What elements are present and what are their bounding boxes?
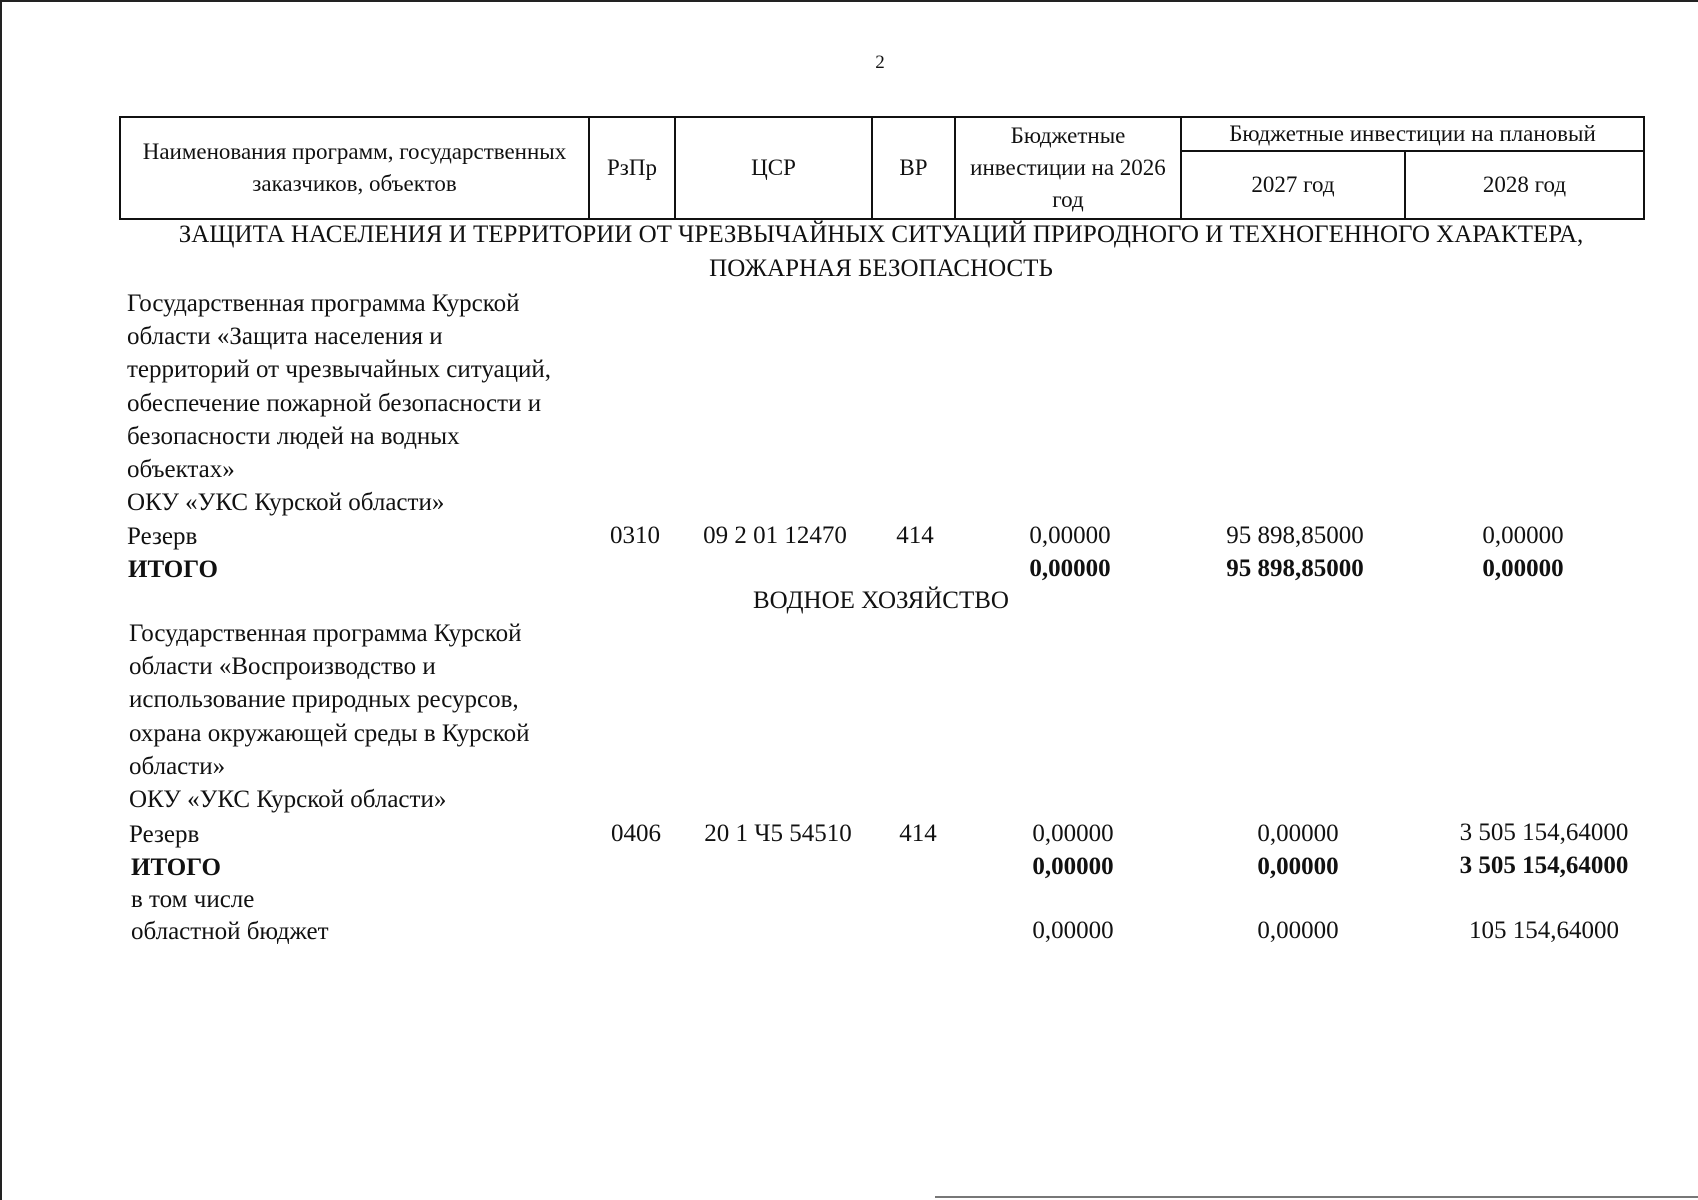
customer-name: ОКУ «УКС Курской области» bbox=[129, 786, 447, 814]
program-line: территорий от чрезвычайных ситуаций, bbox=[127, 356, 551, 384]
section1-total-2028: 0,00000 bbox=[1482, 555, 1564, 582]
page-border-left bbox=[0, 0, 2, 1200]
table-header bbox=[119, 116, 1645, 220]
section2-row-2028: 3 505 154,64000 bbox=[1459, 819, 1629, 846]
page-border-bottom bbox=[935, 1196, 1698, 1198]
program-line: области «Воспроизводство и bbox=[129, 653, 436, 681]
section2-row-name: Резерв bbox=[129, 821, 200, 848]
section2-regional-2026: 0,00000 bbox=[1032, 917, 1114, 944]
section1-row-2026: 0,00000 bbox=[1029, 522, 1111, 549]
section2-row-2027: 0,00000 bbox=[1257, 820, 1339, 847]
page-border-top bbox=[0, 0, 1698, 2]
section1-total-2027: 95 898,85000 bbox=[1226, 555, 1364, 582]
program-line: Государственная программа Курской bbox=[129, 620, 522, 647]
section2-row-rzpr: 0406 bbox=[611, 820, 661, 847]
section2-regional-label: областной бюджет bbox=[131, 918, 329, 945]
section2-regional-2028: 105 154,64000 bbox=[1469, 917, 1619, 944]
section2-row-csr: 20 1 Ч5 54510 bbox=[704, 820, 852, 847]
col-header-plan: Бюджетные инвестиции на плановый bbox=[1181, 117, 1644, 151]
section2-title: ВОДНОЕ ХОЗЯЙСТВО bbox=[753, 587, 1009, 614]
section2-program bbox=[129, 617, 599, 816]
page-number: 2 bbox=[875, 52, 885, 73]
col-header-2027: 2027 год bbox=[1181, 151, 1405, 219]
col-header-name: Наименования программ, государственных заказчиков, объектов bbox=[120, 117, 589, 219]
program-line: безопасности людей на водных bbox=[127, 422, 460, 450]
section1-row-name: Резерв bbox=[127, 523, 198, 550]
col-header-2026: Бюджетные инвестиции на 2026 год bbox=[955, 117, 1181, 219]
program-line: охрана окружающей среды в Курской bbox=[129, 719, 530, 747]
section2-row-vr: 414 bbox=[899, 820, 937, 847]
section1-row-vr: 414 bbox=[896, 522, 934, 549]
section2-total-label: ИТОГО bbox=[131, 854, 221, 881]
section2-including-label: в том числе bbox=[131, 886, 255, 913]
program-line: Государственная программа Курской bbox=[127, 290, 520, 317]
col-header-vr: ВР bbox=[872, 117, 955, 219]
section1-row-2027: 95 898,85000 bbox=[1226, 522, 1364, 549]
section1-row-2028: 0,00000 bbox=[1482, 522, 1564, 549]
col-header-rzpr: РзПр bbox=[589, 117, 675, 219]
section1-total-label: ИТОГО bbox=[128, 556, 218, 583]
section1-title-line2: ПОЖАРНАЯ БЕЗОПАСНОСТЬ bbox=[709, 255, 1053, 282]
col-header-2028: 2028 год bbox=[1405, 151, 1644, 219]
section2-total-2026: 0,00000 bbox=[1032, 853, 1114, 880]
section2-regional-2027: 0,00000 bbox=[1257, 917, 1339, 944]
section1-program bbox=[127, 287, 597, 519]
col-header-csr: ЦСР bbox=[675, 117, 872, 219]
section1-title-line1: ЗАЩИТА НАСЕЛЕНИЯ И ТЕРРИТОРИИ ОТ ЧРЕЗВЫЧАЙНЫХ СИТУАЦИЙ ПРИРОДНОГО И ТЕХНОГЕННОГО ХАРАКТЕРА, bbox=[178, 221, 1584, 248]
section1-row-csr: 09 2 01 12470 bbox=[703, 522, 847, 549]
section2-total-2028: 3 505 154,64000 bbox=[1459, 852, 1629, 879]
section1-total-2026: 0,00000 bbox=[1029, 555, 1111, 582]
program-line: области» bbox=[129, 752, 226, 780]
program-line: обеспечение пожарной безопасности и bbox=[127, 389, 542, 417]
customer-name: ОКУ «УКС Курской области» bbox=[127, 489, 445, 517]
program-line: области «Защита населения и bbox=[127, 323, 443, 351]
program-line: объектах» bbox=[127, 456, 235, 484]
section1-row-rzpr: 0310 bbox=[610, 522, 660, 549]
section2-row-2026: 0,00000 bbox=[1032, 820, 1114, 847]
program-line: использование природных ресурсов, bbox=[129, 686, 519, 714]
section2-total-2027: 0,00000 bbox=[1257, 853, 1339, 880]
